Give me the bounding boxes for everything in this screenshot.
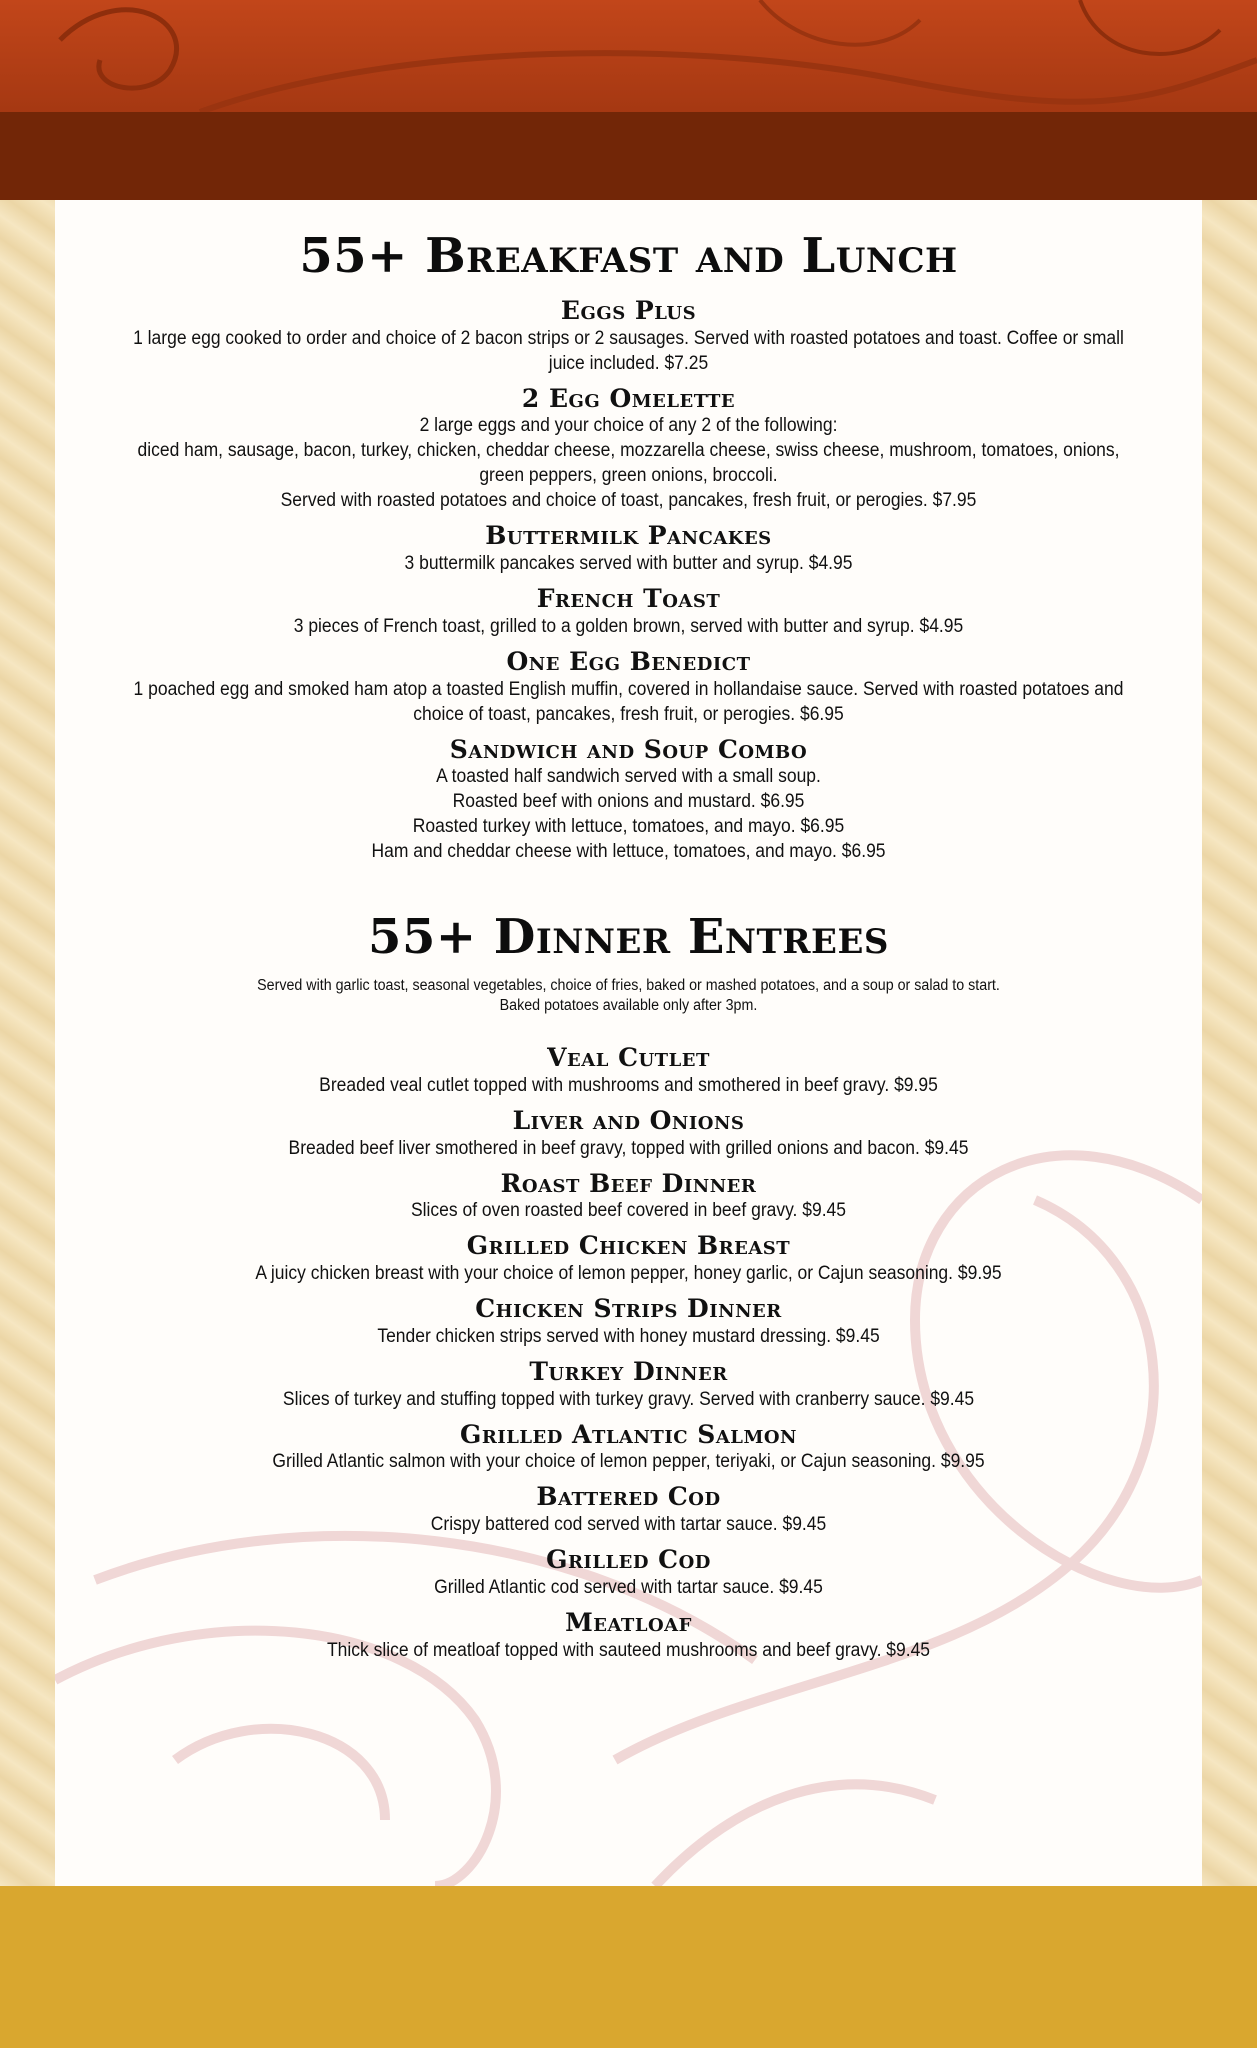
menu-item-description: Grilled Atlantic cod served with tartar sauce. $9.45	[434, 1576, 823, 1598]
menu-item-name: Grilled Atlantic Salmon	[459, 1419, 798, 1449]
menu-item-description: Roasted turkey with lettuce, tomatoes, and mayo. $6.95	[412, 816, 845, 838]
menu-item-name: Battered Cod	[536, 1482, 721, 1512]
menu-item-description: A toasted half sandwich served with a small soup.	[436, 766, 821, 788]
menu-item	[55, 385, 1202, 514]
menu-item	[55, 1107, 1202, 1161]
menu-item	[55, 648, 1202, 727]
menu-item-description: Ham and cheddar cheese with lettuce, tomatoes, and mayo. $6.95	[371, 841, 886, 863]
menu-item-description: Grilled Atlantic salmon with your choice of lemon pepper, teriyaki, or Cajun seasoning. $9.95	[272, 1451, 985, 1473]
menu-item	[55, 297, 1202, 376]
breakfast-section-title: 55+ Breakfast and Lunch	[299, 228, 958, 284]
menu-item-description: Served with roasted potatoes and choice of toast, pancakes, fresh fruit, or perogies. $7.95	[280, 490, 977, 512]
menu-item-name: Liver and Onions	[512, 1105, 745, 1135]
dinner-items-list	[55, 1044, 1202, 1663]
menu-item-name: Sandwich and Soup Combo	[449, 734, 808, 764]
menu-item-name: Meatloaf	[565, 1607, 692, 1637]
menu-item-name: Turkey Dinner	[529, 1356, 728, 1386]
menu-item	[55, 1170, 1202, 1224]
menu-item	[55, 736, 1202, 865]
menu-item-description: 1 large egg cooked to order and choice of 2 bacon strips or 2 sausages. Served with roasted potatoes and toast. Coffee or small juice included. $7.25	[133, 327, 1124, 374]
menu-item-description: Thick slice of meatloaf topped with sauteed mushrooms and beef gravy. $9.45	[326, 1639, 931, 1661]
menu-panel	[55, 200, 1202, 1886]
menu-item-description: 1 poached egg and smoked ham atop a toasted English muffin, covered in hollandaise sauce. Served with roasted potatoes and choice of toast, pancakes, fresh fruit, or perogies. $6.95	[133, 678, 1124, 725]
menu-item-name: Eggs Plus	[560, 295, 697, 325]
menu-item-description: Tender chicken strips served with honey mustard dressing. $9.45	[377, 1325, 880, 1347]
menu-item	[55, 1232, 1202, 1286]
menu-item-description: Crispy battered cod served with tartar sauce. $9.45	[430, 1514, 827, 1536]
menu-item-name: 2 Egg Omelette	[521, 383, 736, 413]
menu-item-name: Veal Cutlet	[547, 1043, 710, 1073]
menu-item-name: Grilled Cod	[546, 1545, 711, 1575]
menu-item	[55, 522, 1202, 576]
menu-item-description: 2 large eggs and your choice of any 2 of the following:	[419, 415, 838, 437]
menu-item-name: Buttermilk Pancakes	[485, 521, 772, 551]
breakfast-items-list	[55, 297, 1202, 865]
dinner-note	[55, 976, 1202, 1016]
menu-item-description: Slices of oven roasted beef covered in beef gravy. $9.45	[410, 1200, 847, 1222]
menu-item	[55, 1044, 1202, 1098]
menu-item-description: Slices of turkey and stuffing topped with turkey gravy. Served with cranberry sauce. $9.45	[282, 1388, 975, 1410]
menu-item-description: A juicy chicken breast with your choice of lemon pepper, honey garlic, or Cajun seasoning. $9.95	[255, 1263, 1002, 1285]
menu-item-name: Chicken Strips Dinner	[475, 1294, 782, 1324]
menu-item-description: Roasted beef with onions and mustard. $6.95	[452, 791, 805, 813]
menu-item-name: Roast Beef Dinner	[500, 1168, 757, 1198]
top-dark-band	[0, 112, 1257, 200]
menu-item-description: 3 pieces of French toast, grilled to a golden brown, served with butter and syrup. $4.95	[293, 615, 964, 637]
menu-item-name: Grilled Chicken Breast	[466, 1231, 791, 1261]
menu-item-description: Breaded beef liver smothered in beef gravy, topped with grilled onions and bacon. $9.45	[288, 1137, 969, 1159]
menu-content	[55, 200, 1202, 1672]
bottom-gold-band	[0, 1886, 1257, 2048]
menu-item-description: 3 buttermilk pancakes served with butter and syrup. $4.95	[404, 553, 853, 575]
right-parchment-border	[1202, 200, 1257, 1886]
menu-item	[55, 1295, 1202, 1349]
top-swirl-decoration	[0, 0, 1257, 112]
dinner-section-title: 55+ Dinner Entrees	[368, 909, 889, 966]
dinner-note-line: Baked potatoes available only after 3pm.	[499, 997, 758, 1015]
menu-item-name: French Toast	[536, 584, 721, 614]
menu-item	[55, 1609, 1202, 1663]
left-parchment-border	[0, 200, 55, 1886]
dinner-note-line: Served with garlic toast, seasonal vegetables, choice of fries, baked or mashed potatoes, and a soup or salad to start.	[257, 977, 1000, 995]
menu-item	[55, 1546, 1202, 1600]
menu-item-description: Breaded veal cutlet topped with mushrooms and smothered in beef gravy. $9.95	[319, 1074, 938, 1096]
menu-item	[55, 585, 1202, 639]
menu-item-name: One Egg Benedict	[506, 646, 751, 676]
top-decorative-band	[0, 0, 1257, 112]
menu-item-description: diced ham, sausage, bacon, turkey, chicken, cheddar cheese, mozzarella cheese, swiss cheese, mushroom, tomatoes, onions, green peppers, green onions, broccoli.	[137, 440, 1120, 487]
menu-item	[55, 1421, 1202, 1475]
menu-item	[55, 1483, 1202, 1537]
menu-item	[55, 1358, 1202, 1412]
